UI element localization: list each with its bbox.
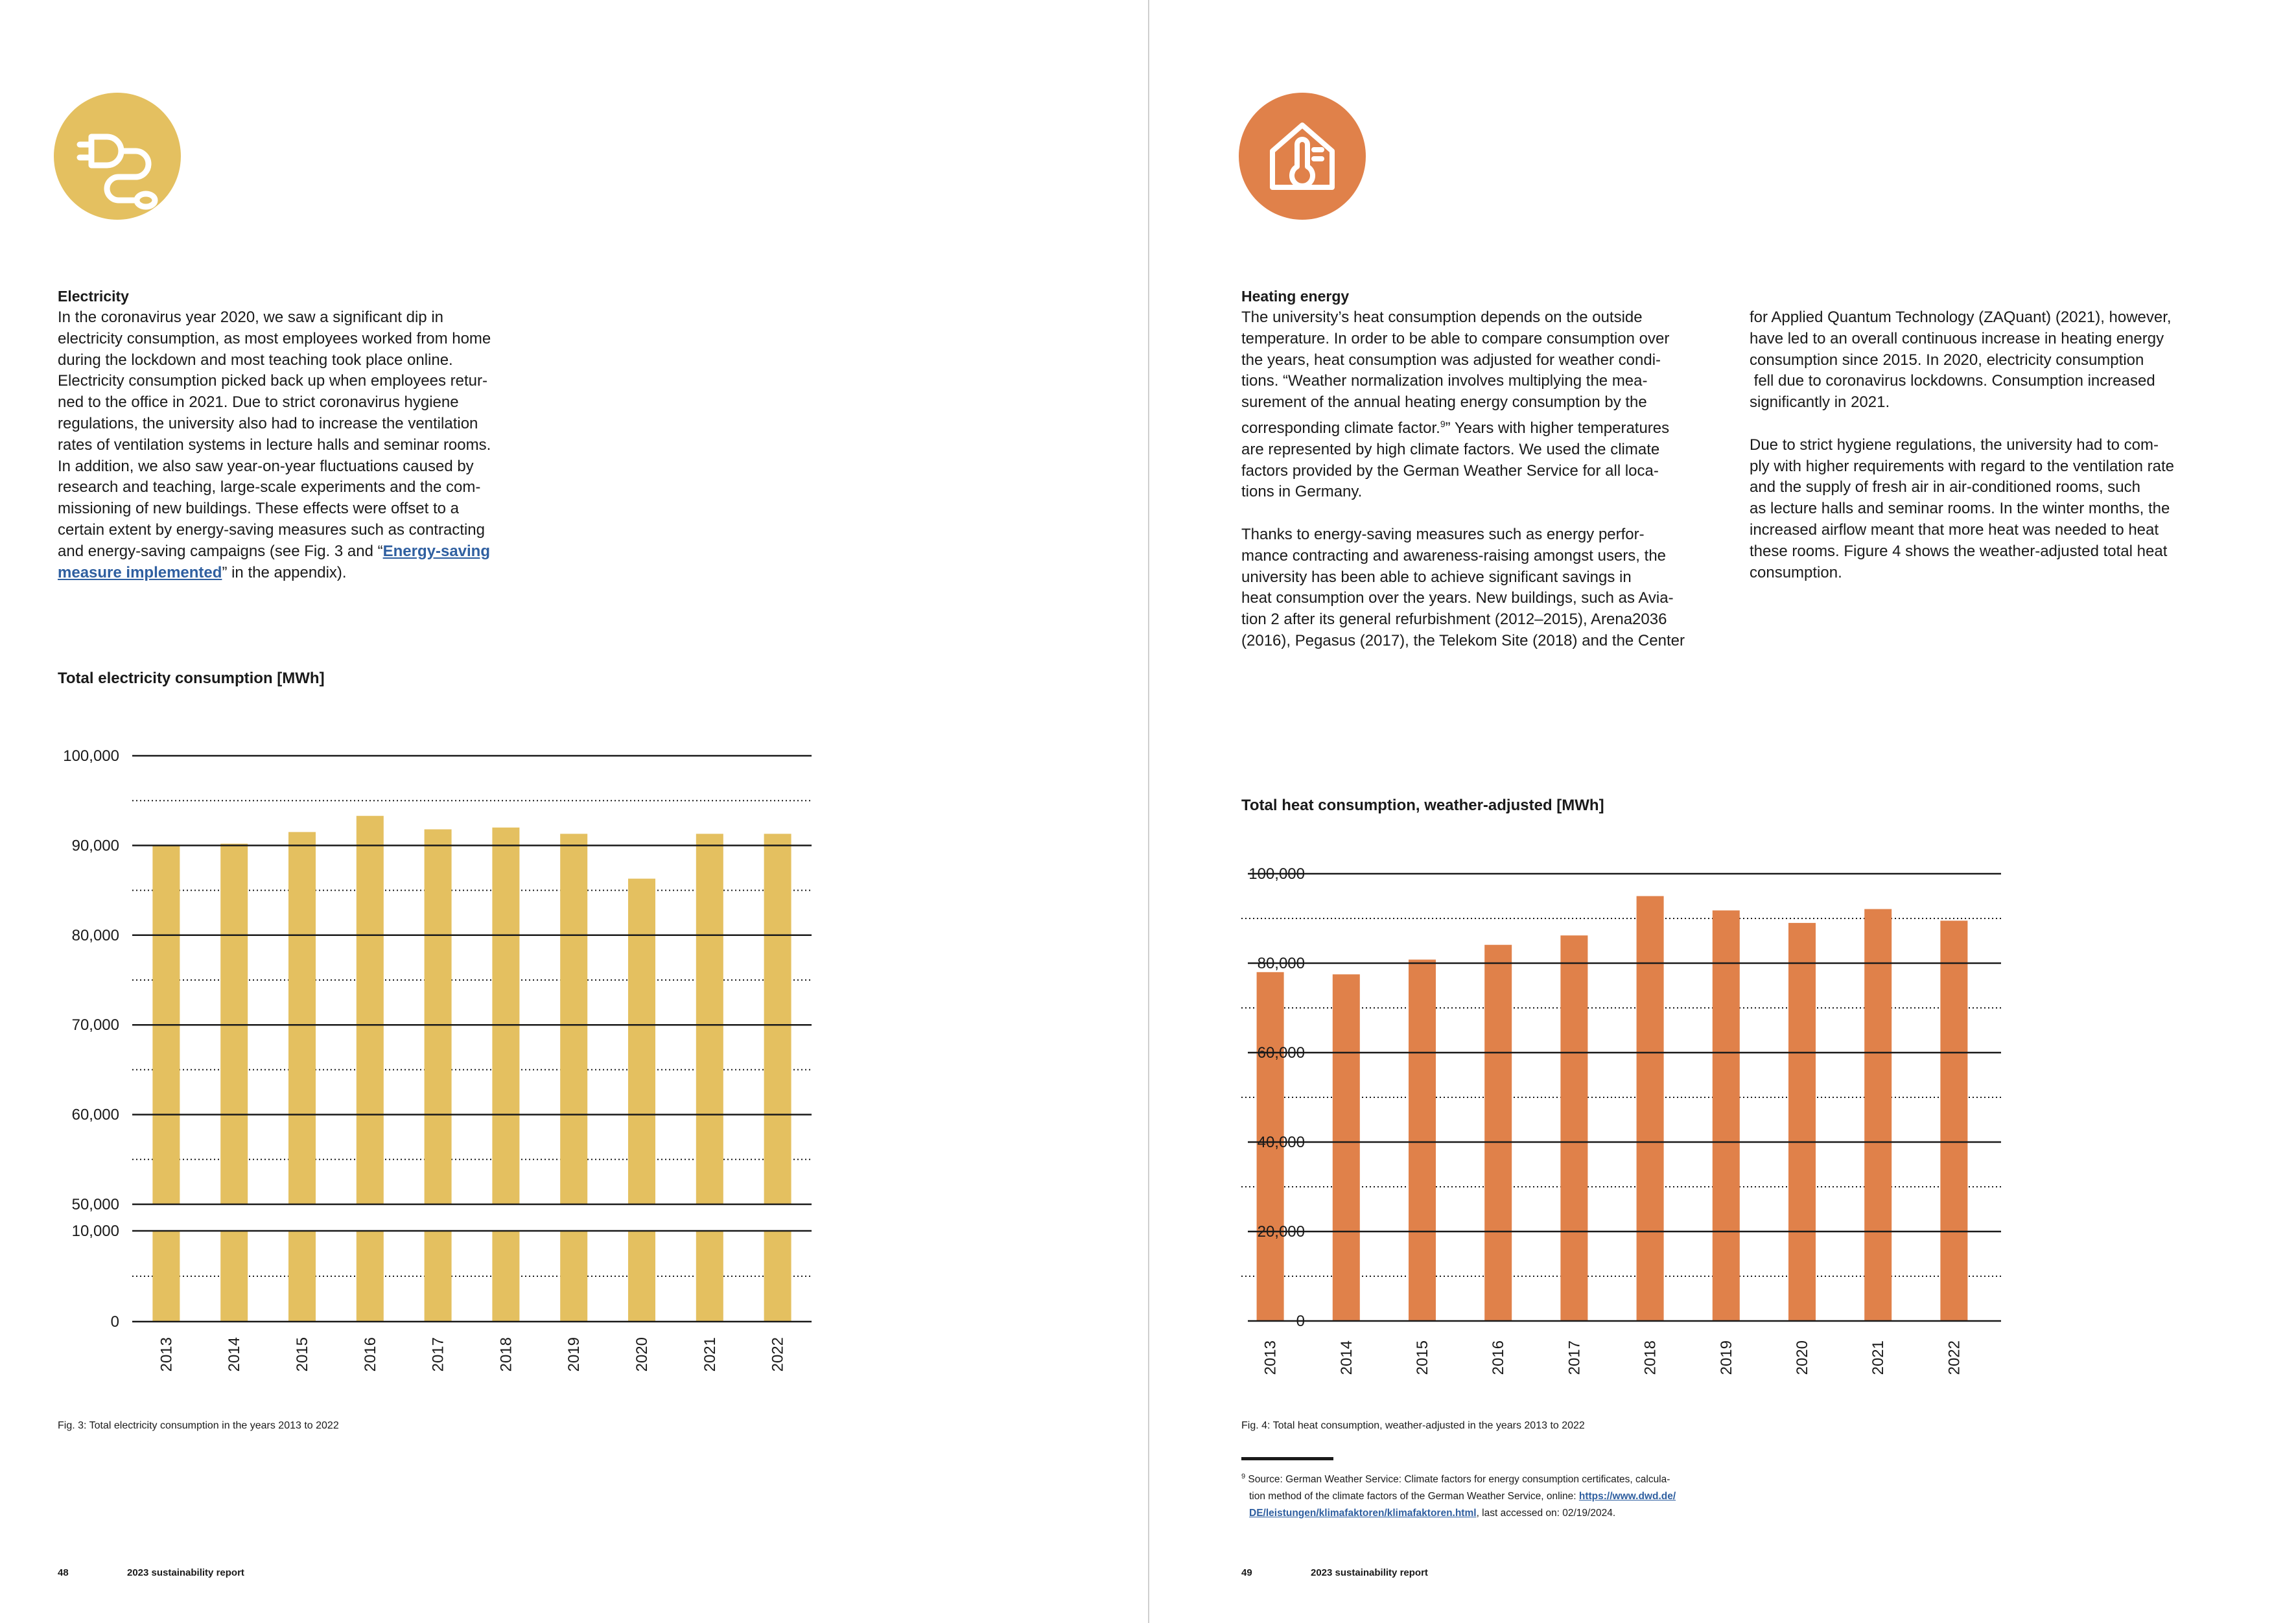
electricity-chart	[0, 726, 843, 1413]
category-label: 2013	[1261, 1340, 1280, 1375]
footnote-line	[1241, 1468, 1676, 1488]
y-tick-label: 60,000	[1257, 1044, 1305, 1062]
body-line: mance contracting and awareness-raising amongst users, the	[1241, 546, 1667, 565]
y-tick-label: 40,000	[1257, 1134, 1305, 1151]
category-label: 2018	[497, 1337, 515, 1372]
category-label: 2019	[1717, 1340, 1735, 1375]
body-line: tions in Germany.	[1241, 483, 1363, 501]
bar	[1560, 935, 1587, 1321]
body-line	[58, 541, 491, 563]
footnote-text: tion method of the climate factors of the German Weather Service, online:	[1249, 1491, 1579, 1502]
body-line: regulations, the university also had to increase the ventilation	[58, 414, 478, 432]
footnote-number: 9	[1241, 1473, 1246, 1480]
report-name: 2023 sustainability report	[127, 1567, 244, 1578]
body-line: fell due to coronavirus lockdowns. Consumption increased	[1750, 372, 2155, 390]
footnote-line	[1241, 1488, 1676, 1505]
section-heading: Electricity	[58, 288, 129, 305]
category-label: 2017	[1565, 1340, 1584, 1375]
body-line: significantly in 2021.	[1750, 393, 1890, 412]
body-line: ned to the office in 2021. Due to strict coronavirus hygiene	[58, 393, 459, 412]
body-line: and the supply of fresh air in air-conditioned rooms, such	[1750, 478, 2140, 496]
body-text: ” Years with higher temperatures	[1445, 419, 1670, 437]
category-label: 2017	[429, 1337, 447, 1372]
electricity-chart-title: Total electricity consumption [MWh]	[58, 670, 325, 687]
footnote-line	[1241, 1505, 1676, 1522]
category-label: 2022	[1945, 1340, 1963, 1375]
dwd-link[interactable]: DE/leistungen/klimafaktoren/klimafaktoren.html	[1249, 1508, 1477, 1519]
figure-caption: Fig. 3: Total electricity consumption in the years 2013 to 2022	[58, 1420, 339, 1431]
y-tick-label: 50,000	[71, 1196, 119, 1213]
body-line: research and teaching, large-scale experiments and the com-	[58, 478, 481, 496]
dwd-link[interactable]: https://www.dwd.de/	[1578, 1491, 1676, 1502]
thermometer-house-icon	[1239, 93, 1366, 220]
body-line	[1241, 503, 1685, 524]
body-line	[58, 563, 491, 584]
heat-chart	[1149, 843, 1992, 1413]
body-line: tions. “Weather normalization involves multiplying the mea-	[1241, 372, 1648, 390]
bar-upper	[696, 834, 723, 1204]
body-line: electricity consumption, as most employees worked from home	[58, 329, 491, 347]
body-line: during the lockdown and most teaching took place online.	[58, 351, 453, 369]
body-line: Due to strict hygiene regulations, the university had to com-	[1750, 436, 2159, 454]
heating-body-column-2	[1750, 307, 2174, 583]
bar	[1484, 945, 1512, 1321]
bar-lower	[425, 1231, 452, 1322]
body-line: are represented by high climate factors. We used the climate	[1241, 440, 1660, 458]
page-number: 48	[58, 1567, 69, 1578]
plug-icon	[54, 93, 181, 220]
bar	[1637, 896, 1664, 1322]
body-line: factors provided by the German Weather Service for all loca-	[1241, 461, 1659, 480]
category-label: 2016	[361, 1337, 379, 1372]
bar-lower	[492, 1231, 519, 1322]
body-line: temperature. In order to be able to compare consumption over	[1241, 329, 1670, 347]
body-text: and energy-saving campaigns (see Fig. 3 and “	[58, 542, 383, 560]
bar-lower	[288, 1231, 316, 1322]
y-tick-label: 0	[110, 1313, 119, 1331]
category-label: 2018	[1641, 1340, 1659, 1375]
body-line: as lecture halls and seminar rooms. In the winter months, the	[1750, 500, 2170, 518]
bar-lower	[628, 1231, 655, 1322]
report-name: 2023 sustainability report	[1311, 1567, 1428, 1578]
heat-chart-svg	[1149, 843, 1992, 1413]
energy-saving-link[interactable]: Energy-saving	[382, 542, 490, 560]
bar-lower	[220, 1231, 248, 1322]
bar	[1713, 911, 1740, 1321]
category-label: 2021	[701, 1337, 719, 1372]
section-heading: Heating energy	[1241, 288, 1350, 305]
body-line: surement of the annual heating energy consumption by the	[1241, 393, 1647, 412]
y-tick-label: 80,000	[71, 926, 119, 944]
category-label: 2021	[1869, 1340, 1888, 1375]
bar-upper	[220, 844, 248, 1204]
bar-upper	[357, 816, 384, 1204]
body-line	[1241, 414, 1685, 439]
energy-saving-link[interactable]: measure implemented	[58, 563, 222, 581]
y-tick-label: 10,000	[71, 1222, 119, 1240]
right-page	[1149, 0, 2296, 1623]
body-line: Electricity consumption picked back up when employees retur-	[58, 372, 487, 390]
body-line: In addition, we also saw year-on-year fluctuations caused by	[58, 457, 474, 475]
body-line: consumption since 2015. In 2020, electricity consumption	[1750, 351, 2144, 369]
footnote-marker: 9	[1440, 418, 1446, 429]
bar-upper	[492, 828, 519, 1204]
figure-caption: Fig. 4: Total heat consumption, weather-adjusted in the years 2013 to 2022	[1241, 1420, 1585, 1431]
category-label: 2020	[633, 1337, 651, 1372]
y-tick-label: 0	[1296, 1313, 1305, 1330]
category-label: 2014	[1337, 1340, 1355, 1375]
body-text: corresponding climate factor.	[1241, 419, 1440, 437]
body-line: certain extent by energy-saving measures such as contracting	[58, 520, 486, 539]
category-label: 2022	[769, 1337, 787, 1372]
footnote-text: Source: German Weather Service: Climate factors for energy consumption certificates, calcula-	[1245, 1474, 1670, 1486]
heating-body-column-1	[1241, 307, 1685, 652]
body-line: missioning of new buildings. These effects were offset to a	[58, 500, 460, 518]
electricity-body-text	[58, 307, 491, 583]
body-line: ply with higher requirements with regard to the ventilation rate	[1750, 457, 2175, 475]
page-number: 49	[1241, 1567, 1252, 1578]
bar-lower	[764, 1231, 791, 1322]
bar	[1788, 923, 1816, 1321]
body-line: the years, heat consumption was adjusted for weather condi-	[1241, 351, 1661, 369]
bar	[1864, 909, 1892, 1321]
bar-lower	[696, 1231, 723, 1322]
bar	[1409, 959, 1436, 1321]
bar-lower	[152, 1231, 180, 1322]
body-line: The university’s heat consumption depends on the outside	[1241, 309, 1643, 326]
body-line: increased airflow meant that more heat was needed to heat	[1750, 520, 2159, 539]
heat-chart-title: Total heat consumption, weather-adjusted [MWh]	[1241, 797, 1604, 814]
body-line: for Applied Quantum Technology (ZAQuant) (2021), however,	[1750, 309, 2172, 326]
body-line: university has been able to achieve significant savings in	[1241, 568, 1632, 586]
footnote-text: , last accessed on: 02/19/2024.	[1476, 1508, 1616, 1519]
y-tick-label: 100,000	[63, 747, 119, 765]
bar-upper	[628, 879, 655, 1204]
category-label: 2015	[294, 1337, 311, 1372]
category-label: 2020	[1794, 1340, 1811, 1375]
footnote-divider	[1241, 1457, 1333, 1460]
bar-upper	[425, 829, 452, 1204]
body-line: tion 2 after its general refurbishment (2012–2015), Arena2036	[1241, 611, 1667, 629]
bar	[1333, 974, 1360, 1321]
category-label: 2014	[226, 1337, 244, 1372]
body-line: have led to an overall continuous increase in heating energy	[1750, 329, 2164, 347]
category-label: 2015	[1414, 1340, 1431, 1375]
y-tick-label: 80,000	[1257, 955, 1305, 972]
y-tick-label: 60,000	[71, 1106, 119, 1124]
footnote	[1241, 1468, 1676, 1522]
body-line: (2016), Pegasus (2017), the Telekom Site (2018) and the Center	[1241, 631, 1685, 649]
y-tick-label: 90,000	[71, 837, 119, 855]
electricity-chart-svg	[0, 726, 843, 1413]
category-label: 2013	[158, 1337, 176, 1372]
y-tick-label: 20,000	[1257, 1223, 1305, 1241]
body-line: consumption.	[1750, 563, 1842, 581]
body-line: rates of ventilation systems in lecture halls and seminar rooms.	[58, 436, 491, 454]
bar-upper	[560, 834, 587, 1204]
category-label: 2019	[565, 1337, 583, 1372]
body-line: these rooms. Figure 4 shows the weather-adjusted total heat	[1750, 542, 2168, 560]
body-line	[1750, 414, 2174, 435]
category-label: 2016	[1490, 1340, 1508, 1375]
body-text: ” in the appendix).	[222, 563, 347, 581]
bar-lower	[560, 1231, 587, 1322]
bar-upper	[288, 832, 316, 1204]
bar-upper	[764, 834, 791, 1204]
body-line: heat consumption over the years. New buildings, such as Avia-	[1241, 589, 1674, 607]
y-tick-label: 100,000	[1248, 865, 1305, 883]
bar	[1940, 920, 1967, 1321]
body-line: Thanks to energy-saving measures such as energy perfor-	[1241, 525, 1645, 543]
y-tick-label: 70,000	[71, 1016, 119, 1034]
body-line: In the coronavirus year 2020, we saw a significant dip in	[58, 309, 443, 326]
bar-lower	[357, 1231, 384, 1322]
